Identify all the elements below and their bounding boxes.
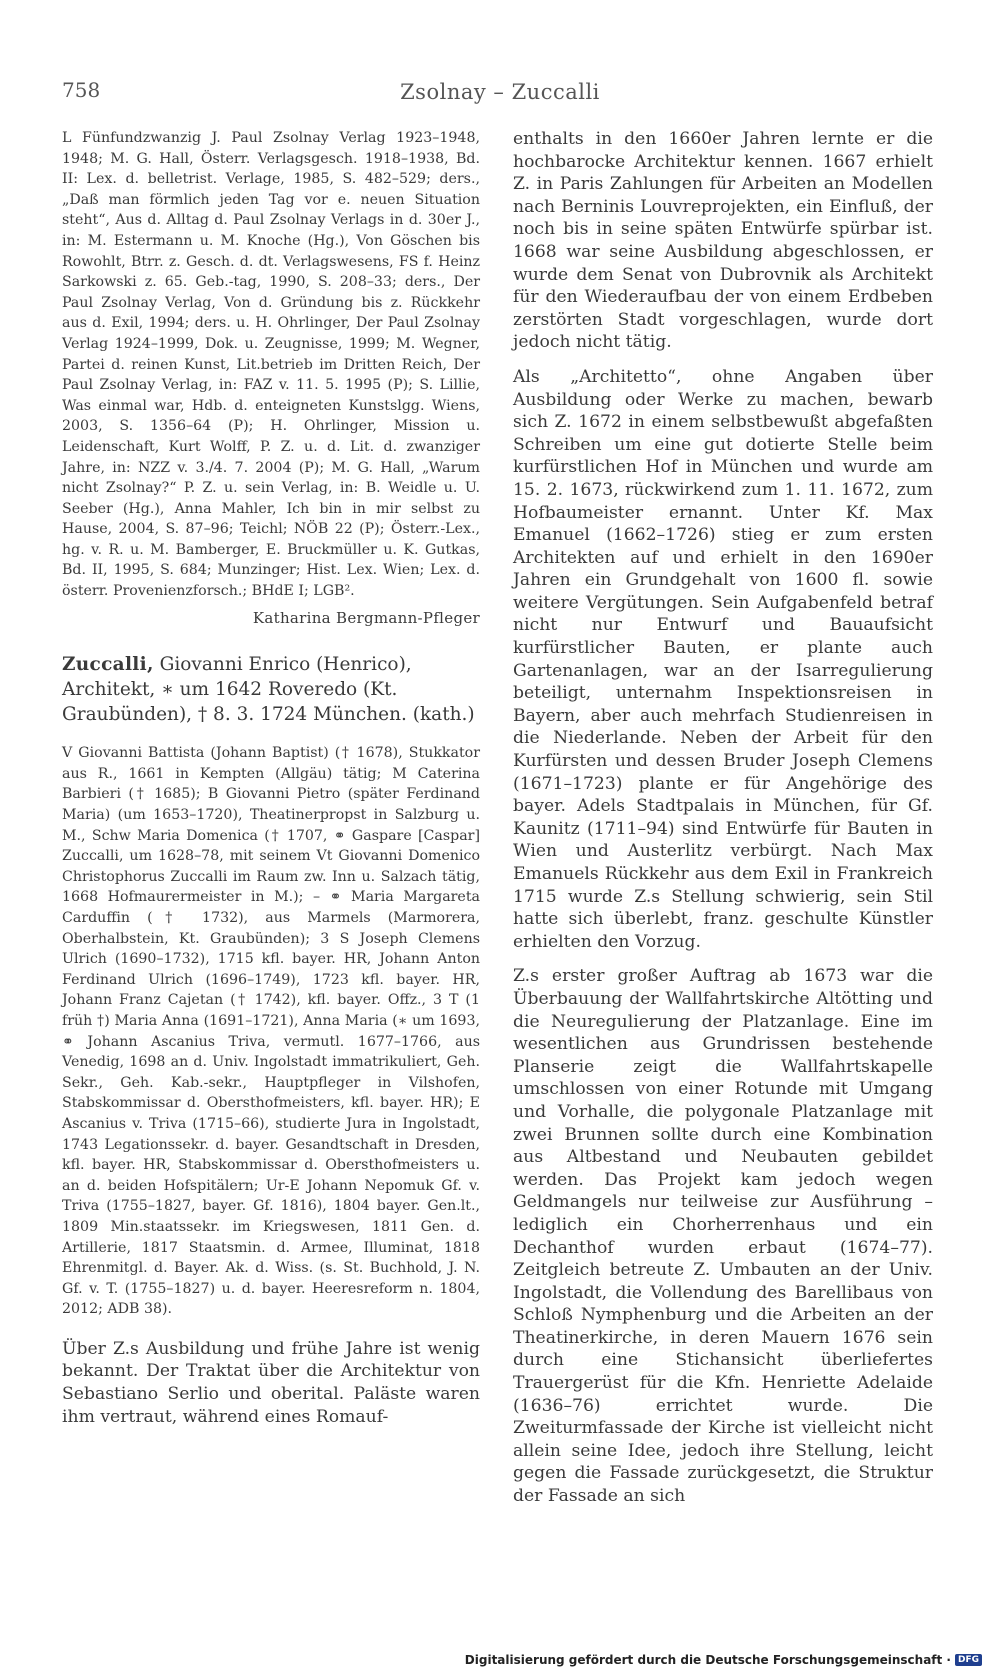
page-number: 758: [62, 78, 101, 102]
entry-heading: [62, 652, 480, 727]
body-paragraph: Z.s erster großer Auftrag ab 1673 war die Überbauung der Wallfahrtskirche Altötting und die Neuregulierung der Platzanlage. Eine im wesentlichen aus Grundrissen bestehende Planserie zeigt die Wallfahrtskapelle umschlossen von einer Rotunde mit Umgang und Vorhalle, die polygonale Platzanlage mit zwei Brunnen sollte durch eine Kombination aus Altbestand und Neubauten gebildet werden. Das Projekt kam jedoch wegen Geldmangels nur teilweise zur Ausführung – lediglich ein Chorherrenhaus und ein Dechanthof wurden erbaut (1674–77). Zeitgleich betreute Z. Umbauten an der Univ. Ingolstadt, die Vollendung des Barellibaus von Schloß Nymphenburg und die Arbeiten an der Theatinerkirche, in deren Mauern 1676 sein durch eine Stichansicht überliefertes Trauergerüst für die Kfn. Henriette Adelaide (1636–76) errichtet wurde. Die Zweiturmfassade der Kirche ist vielleicht nicht allein seine Idee, jedoch ihre Stellung, leicht gegen die Fassade zurückgesetzt, die Struktur der Fassade an sich: [513, 966, 933, 1507]
footer-text: Digitalisierung gefördert durch die Deutsche Forschungsgemeinschaft ·: [464, 1653, 951, 1667]
body-paragraph: Über Z.s Ausbildung und frühe Jahre ist wenig bekannt. Der Traktat über die Architektur von Sebastiano Serlio und oberital. Paläste waren ihm vertraut, während eines Romauf-: [62, 1338, 480, 1427]
running-head: Zsolnay – Zuccalli: [400, 80, 600, 104]
entry-surname: Zuccalli,: [62, 654, 154, 676]
entry-heading-text: Giovanni Enrico (Henrico), Architekt, ∗ um 1642 Roveredo (Kt. Graubünden), † 8. 3. 1724 München. (kath.): [62, 654, 475, 726]
literature-list: L Fünfundzwanzig J. Paul Zsolnay Verlag 1923–1948, 1948; M. G. Hall, Österr. Verlagsgesch. 1918–1938, Bd. II: Lex. d. belletrist. Verlage, 1985, S. 482–529; ders., „Daß man förmlich jeden Tag vor e. neuen Situation steht“, Aus d. Alltag d. Paul Zsolnay Verlags in d. 30er J., in: M. Estermann u. M. Knoche (Hg.), Von Göschen bis Rowohlt, Btrr. z. Gesch. d. dt. Verlagswesens, FS f. Heinz Sarkowski z. 65. Geb.-tag, 1990, S. 208–33; ders., Der Paul Zsolnay Verlag, Von d. Gründung bis z. Rückkehr aus d. Exil, 1994; ders. u. H. Ohrlinger, Der Paul Zsolnay Verlag 1924–1999, Dok. u. Zeugnisse, 1999; M. Wegner, Partei d. reinen Kunst, Lit.betrieb im Dritten Reich, Der Paul Zsolnay Verlag, in: FAZ v. 11. 5. 1995 (P); S. Lillie, Was einmal war, Hdb. d. enteigneten Kunstslgg. Wiens, 2003, S. 1356–64 (P); H. Ohrlinger, Mission u. Leidenschaft, Kurt Wolff, P. Z. u. d. Lit. d. zwanziger Jahre, in: NZZ v. 3./4. 7. 2004 (P); M. G. Hall, „Warum nicht Zsolnay?“ P. Z. u. sein Verlag, in: B. Weidle u. U. Seeber (Hg.), Anna Mahler, Ich bin in mir selbst zu Hause, 2004, S. 87–96; Teichl; NÖB 22 (P); Österr.-Lex., hg. v. R. u. M. Bamberger, E. Bruckmüller u. K. Gutkas, Bd. II, 1995, S. 684; Munzinger; Hist. Lex. Wien; Lex. d. österr. Provenienzforsch.; BHdE I; LGB².: [62, 130, 480, 600]
left-column: [62, 128, 480, 1428]
body-paragraph: enthalts in den 1660er Jahren lernte er die hochbarocke Architektur kennen. 1667 erhielt Z. in Paris Zahlungen für Arbeiten an Modellen nach Berninis Louvreprojekten, ein Einfluß, der noch bis in seine späten Entwürfe spürbar ist. 1668 war seine Ausbildung abgeschlossen, er wurde dem Senat von Dubrovnik als Architekt für den Wiederaufbau der von einem Erdbeben zerstörten Stadt vorgeschlagen, wurde dort jedoch nicht tätig.: [513, 129, 933, 353]
right-column: [513, 128, 933, 1508]
genealogy-block: V Giovanni Battista (Johann Baptist) († 1678), Stukkator aus R., 1661 in Kempten (Allgäu) tätig; M Caterina Barbieri († 1685); B Giovanni Pietro (später Ferdinand Maria) (um 1653–1720), Theatinerpropst in Salzburg u. M., Schw Maria Domenica († 1707, ⚭ Gaspare [Caspar] Zuccalli, um 1628–78, mit seinem Vt Giovanni Domenico Christophorus Zuccalli im Raum zw. Inn u. Salzach tätig, 1668 Hofmaurermeister in M.); – ⚭ Maria Margareta Carduffin († 1732), aus Marmels (Marmorera, Oberhalbstein, Kt. Graubünden); 3 S Joseph Clemens Ulrich (1690–1732), 1715 kfl. bayer. HR, Johann Anton Ferdinand Ulrich (1696–1749), 1723 kfl. bayer. HR, Johann Franz Cajetan († 1742), kfl. bayer. Offz., 3 T (1 früh †) Maria Anna (1691–1721), Anna Maria (∗ um 1693, ⚭ Johann Ascanius Triva, vermutl. 1677–1766, aus Venedig, 1698 an d. Univ. Ingolstadt immatrikuliert, Geh. Sekr., Geh. Kab.-sekr., Hauptpfleger in Vilshofen, Stabskommissar d. Obersthofmeisters, kfl. bayer. HR); E Ascanius v. Triva (1715–66), studierte Jura in Ingolstadt, 1743 Legationssekr. d. bayer. Gesandtschaft in Dresden, kfl. bayer. HR, Stabskommissar d. Obersthofmeisters u. an d. beiden Hofspitälern; Ur-E Johann Nepomuk Gf. v. Triva (1755–1827, bayer. Gf. 1816), 1804 bayer. Gen.lt., 1809 Min.staatssekr. im Kriegswesen, 1811 Gen. d. Artillerie, 1817 Staatsmin. d. Armee, Illuminat, 1818 Ehrenmitgl. d. Bayer. Ak. d. Wiss. (s. St. Buchhold, J. N. Gf. v. T. (1755–1827) u. d. bayer. Heeresreform n. 1804, 2012; ADB 38).: [62, 745, 480, 1318]
article-author: Katharina Bergmann-Pfleger: [252, 608, 480, 627]
body-paragraph: Als „Architetto“, ohne Angaben über Ausbildung oder Werke zu machen, bewarb sich Z. 1672 in einem selbstbewußt abgefaßten Schreiben um eine gut dotierte Stelle beim kurfürstlichen Hof in München und wurde am 15. 2. 1673, rückwirkend zum 1. 11. 1672, zum Hofbaumeister ernannt. Unter Kf. Max Emanuel (1662–1726) stieg er zum ersten Architekten auf und erhielt in den 1690er Jahren ein Grundgehalt von 1600 fl. sowie weitere Vergütungen. Sein Aufgabenfeld betraf nicht nur Entwurf und Bauaufsicht kurfürstlicher Bauten, er plante auch Gartenanlagen, war an der Isarregulierung beteiligt, unternahm Inspektionsreisen in Bayern, aber auch mehrfach Studienreisen in die Niederlande. Neben der Arbeit für den Kurfürsten und dessen Bruder Joseph Clemens (1671–1723) plante er für Angehörige des bayer. Adels Stadtpalais in München, für Gf. Kaunitz (1711–94) sind Entwürfe für Bauten in Wien und Austerlitz verbürgt. Nach Max Emanuels Rückkehr aus dem Exil in Frankreich 1715 wurde Z.s Stellung schwierig, sein Stil hatte sich überlebt, franz. geschulte Künstler erhielten den Vorzug.: [513, 366, 933, 952]
digitization-footer: [465, 1653, 982, 1667]
dfg-logo: DFG: [955, 1654, 982, 1666]
